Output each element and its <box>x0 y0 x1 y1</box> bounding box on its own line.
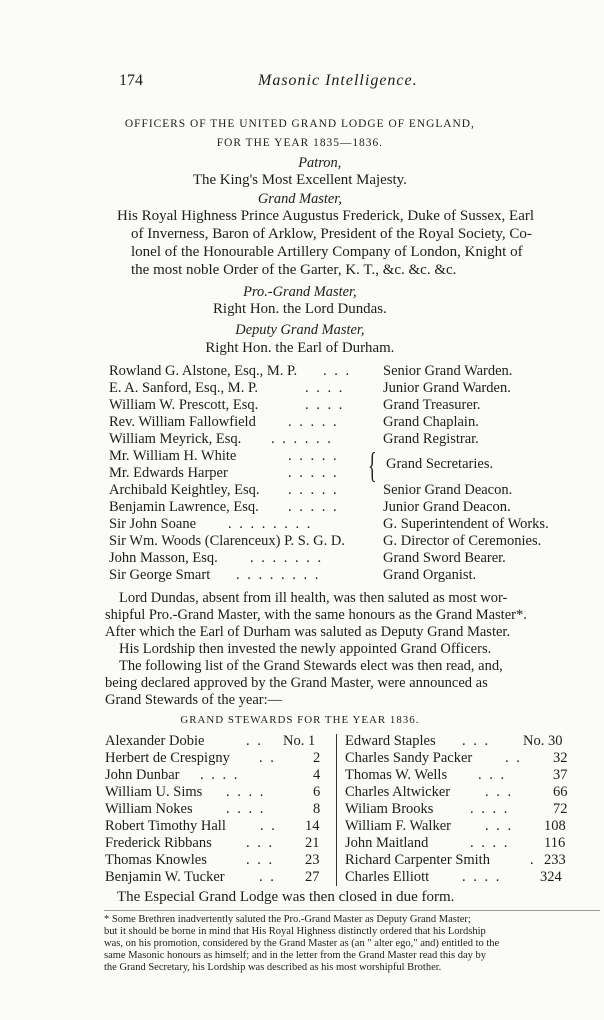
steward-lodge-no: 27 <box>305 869 320 885</box>
officer-office: Junior Grand Deacon. <box>383 499 511 515</box>
pro-grand-master-name: Right Hon. the Lord Dundas. <box>212 301 387 317</box>
steward-dots: . . . . <box>226 784 266 800</box>
officer-office: G. Superintendent of Works. <box>383 516 549 532</box>
officer-dots: . . . . . . . . <box>228 516 313 532</box>
grand-master-line: lonel of the Honourable Artillery Company of London, Knight of <box>131 244 523 260</box>
officer-name: Mr. Edwards Harper <box>109 465 228 481</box>
footnote-line: the Grand Secretary, his Lordship was described as his most worshipful Brother. <box>104 962 442 973</box>
steward-name: John Dunbar <box>105 767 180 783</box>
officer-dots: . . . . . <box>288 482 339 498</box>
steward-dots: . <box>530 852 536 868</box>
steward-lodge-no: 108 <box>544 818 566 834</box>
officer-dots: . . . . . . . . <box>236 567 321 583</box>
closing-line: The Especial Grand Lodge was then closed in due form. <box>117 889 455 905</box>
steward-name: Charles Sandy Packer <box>345 750 473 766</box>
officer-office: Grand Sword Bearer. <box>383 550 506 566</box>
grand-secretaries-label: Grand Secretaries. <box>386 456 494 472</box>
officer-dots: . . . <box>323 363 352 379</box>
steward-name: Charles Elliott <box>345 869 430 885</box>
officer-name: Mr. William H. White <box>109 448 237 464</box>
footnote-line: but it should be borne in mind that His Royal Highness distinctly ordered that his Lordship <box>104 926 486 937</box>
steward-lodge-no: 23 <box>305 852 320 868</box>
steward-name: Benjamin W. Tucker <box>105 869 225 885</box>
steward-name: Edward Staples <box>345 733 436 749</box>
running-title: Masonic Intelligence. <box>258 72 418 89</box>
officer-dots: . . . . . <box>288 448 339 464</box>
steward-lodge-no: 37 <box>553 767 568 783</box>
officer-office: G. Director of Ceremonies. <box>383 533 542 549</box>
steward-name: William F. Walker <box>345 818 451 834</box>
officer-office: Senior Grand Deacon. <box>383 482 513 498</box>
officer-name: William W. Prescott, Esq. <box>109 397 259 413</box>
steward-lodge-no: 324 <box>540 869 562 885</box>
steward-lodge-no: 2 <box>313 750 321 766</box>
steward-lodge-no: 6 <box>313 784 321 800</box>
officer-dots: . . . . . <box>288 465 339 481</box>
officer-dots: . . . . <box>305 380 345 396</box>
column-divider <box>336 734 337 886</box>
steward-lodge-no: 32 <box>553 750 568 766</box>
heading-line-1: OFFICERS OF THE UNITED GRAND LODGE OF ENGLAND, <box>124 118 475 130</box>
steward-dots: . . . <box>246 835 275 851</box>
steward-dots: . . . <box>485 784 514 800</box>
steward-name: Charles Altwicker <box>345 784 451 800</box>
steward-dots: . . . <box>246 852 275 868</box>
steward-dots: . . . <box>485 818 514 834</box>
steward-name: Alexander Dobie <box>105 733 205 749</box>
officer-name: Benjamin Lawrence, Esq. <box>109 499 259 515</box>
steward-dots: . . . . <box>470 835 510 851</box>
deputy-grand-master-name: Right Hon. the Earl of Durham. <box>205 340 395 356</box>
heading-line-2: FOR THE YEAR 1835—1836. <box>216 137 384 149</box>
steward-name: Frederick Ribbans <box>105 835 212 851</box>
stewards-heading: GRAND STEWARDS FOR THE YEAR 1836. <box>180 714 420 726</box>
officer-dots: . . . . . <box>288 414 339 430</box>
steward-dots: . . . . <box>200 767 240 783</box>
steward-dots: . . . . <box>462 869 502 885</box>
steward-dots: . . . <box>462 733 491 749</box>
body-line: Grand Stewards of the year:— <box>105 692 283 708</box>
footnote-line: * Some Brethren inadvertently saluted the Pro.-Grand Master as Deputy Grand Master; <box>104 914 471 925</box>
page-number: 174 <box>119 72 143 89</box>
steward-name: Wiliam Brooks <box>345 801 434 817</box>
steward-lodge-no: 8 <box>313 801 321 817</box>
steward-lodge-no: 66 <box>553 784 568 800</box>
officer-office: Senior Grand Warden. <box>383 363 513 379</box>
steward-dots: . . . . <box>470 801 510 817</box>
officer-dots: . . . . <box>305 397 345 413</box>
steward-name: Herbert de Crespigny <box>105 750 230 766</box>
steward-lodge-no: 4 <box>313 767 321 783</box>
steward-dots: . . . <box>478 767 507 783</box>
officer-office: Grand Treasurer. <box>383 397 481 413</box>
steward-lodge-no: 233 <box>544 852 566 868</box>
officer-office: Grand Organist. <box>383 567 477 583</box>
steward-name: Thomas W. Wells <box>345 767 448 783</box>
officer-dots: . . . . . . . <box>250 550 324 566</box>
patron-title: Patron, <box>298 155 342 171</box>
officer-name: Rowland G. Alstone, Esq., M. P. <box>109 363 298 379</box>
pro-grand-master-title: Pro.-Grand Master, <box>243 284 357 300</box>
steward-dots: . . <box>246 733 263 749</box>
brace-glyph: { <box>368 445 377 485</box>
officer-name: William Meyrick, Esq. <box>109 431 242 447</box>
steward-lodge-no: 116 <box>544 835 566 851</box>
footnote-rule <box>104 910 600 911</box>
body-line: being declared approved by the Grand Master, were announced as <box>105 675 488 691</box>
body-line: The following list of the Grand Stewards elect was then read, and, <box>119 658 503 674</box>
body-line: Lord Dundas, absent from ill health, was then saluted as most wor- <box>119 590 508 606</box>
officer-name: E. A. Sanford, Esq., M. P. <box>109 380 259 396</box>
officer-office: Grand Chaplain. <box>383 414 479 430</box>
patron-name: The King's Most Excellent Majesty. <box>192 172 407 188</box>
officer-name: Sir Wm. Woods (Clarenceux) P. S. G. D. <box>109 533 345 549</box>
body-line: His Lordship then invested the newly appointed Grand Officers. <box>119 641 492 657</box>
officer-office: Junior Grand Warden. <box>383 380 511 396</box>
body-line: shipful Pro.-Grand Master, with the same honours as the Grand Master*. <box>105 607 527 623</box>
officer-dots: . . . . . . <box>271 431 333 447</box>
officer-name: Sir George Smart <box>109 567 211 583</box>
steward-dots: . . <box>259 869 276 885</box>
steward-lodge-no: 72 <box>553 801 568 817</box>
steward-name: Richard Carpenter Smith <box>345 852 490 868</box>
steward-name: Thomas Knowles <box>105 852 207 868</box>
officer-name: John Masson, Esq. <box>109 550 218 566</box>
deputy-grand-master-title: Deputy Grand Master, <box>235 322 365 338</box>
steward-dots: . . <box>259 750 276 766</box>
steward-name: Robert Timothy Hall <box>105 818 226 834</box>
steward-dots: . . <box>260 818 277 834</box>
officer-name: Sir John Soane <box>109 516 196 532</box>
footnote-line: same Masonic honours as himself; and in the letter from the Grand Master read this day by <box>104 950 486 961</box>
steward-dots: . . <box>505 750 522 766</box>
steward-name: William U. Sims <box>105 784 203 800</box>
officer-office: Grand Registrar. <box>383 431 479 447</box>
steward-lodge-no: No. 30 <box>523 733 563 749</box>
steward-name: William Nokes <box>105 801 193 817</box>
officer-dots: . . . . . <box>288 499 339 515</box>
officer-name: Rev. William Fallowfield <box>109 414 256 430</box>
grand-master-line: the most noble Order of the Garter, K. T., &c. &c. &c. <box>131 262 457 278</box>
footnote-line: was, on his promotion, considered by the Grand Master as (an " alter ego," and) entitled to the <box>104 938 500 949</box>
steward-dots: . . . . <box>226 801 266 817</box>
officer-name: Archibald Keightley, Esq. <box>109 482 260 498</box>
steward-name: John Maitland <box>345 835 429 851</box>
grand-master-title: Grand Master, <box>257 191 342 207</box>
body-line: After which the Earl of Durham was saluted as Deputy Grand Master. <box>105 624 511 640</box>
steward-lodge-no: 21 <box>305 835 320 851</box>
steward-lodge-no: No. 1 <box>283 733 316 749</box>
grand-master-line: His Royal Highness Prince Augustus Frederick, Duke of Sussex, Earl <box>117 208 535 224</box>
steward-lodge-no: 14 <box>305 818 320 834</box>
grand-master-line: of Inverness, Baron of Arklow, President of the Royal Society, Co- <box>131 226 532 242</box>
